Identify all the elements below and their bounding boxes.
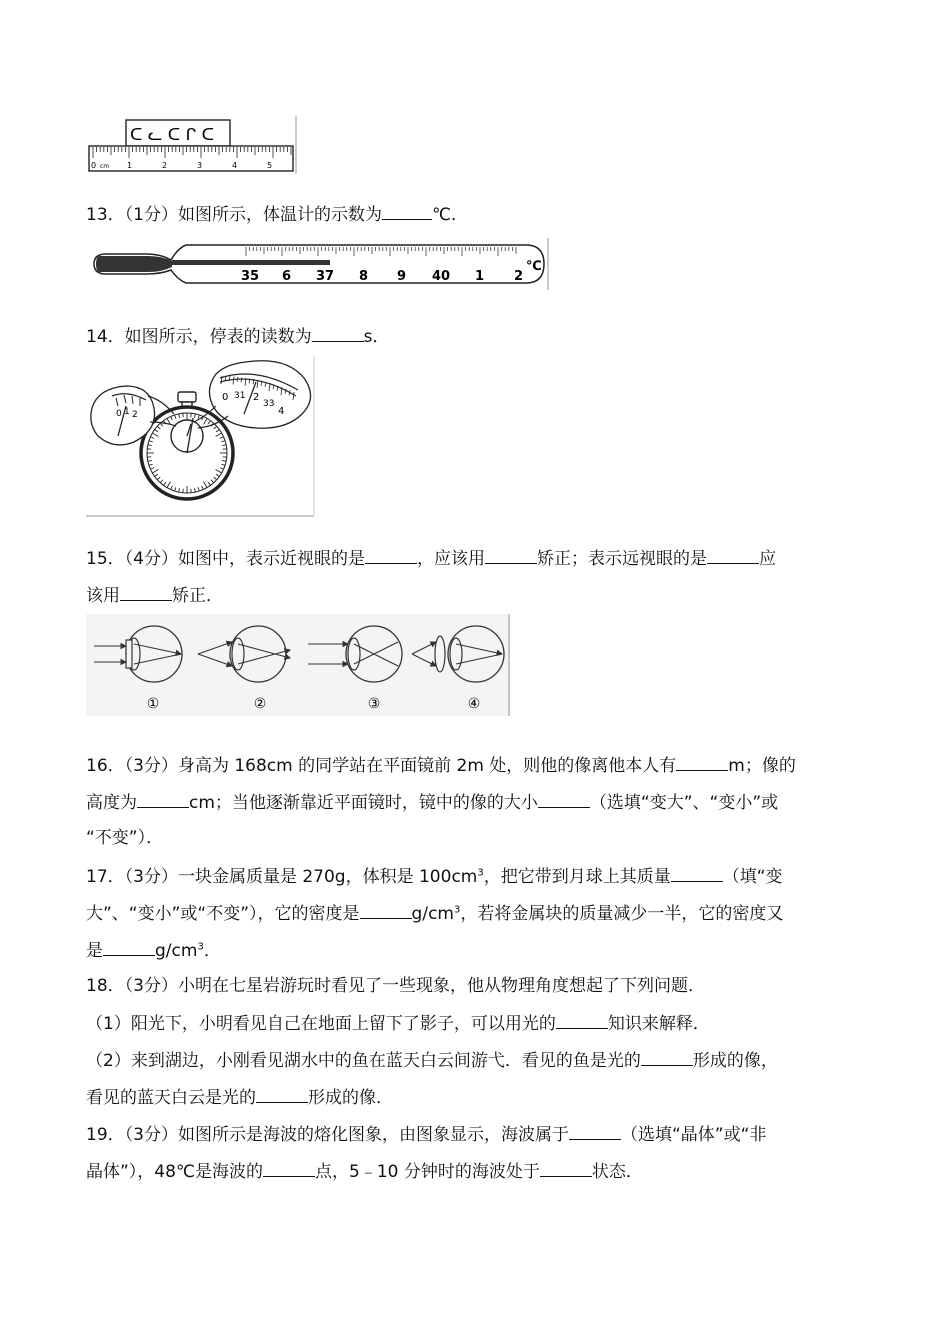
q17-text-2: ，把它带到月球上其质量 xyxy=(483,867,671,887)
q15-text-2: ，应该用 xyxy=(416,549,485,569)
thermo-unit: ℃ xyxy=(526,259,542,274)
q15-blank-hyperopia[interactable] xyxy=(707,546,759,564)
q17-text-3: （填“变 xyxy=(722,867,783,887)
q19-text-1: 19．（3分）如图所示是海波的熔化图象，由图象显示，海波属于 xyxy=(86,1125,569,1145)
q16-text-2: m；像的 xyxy=(728,756,796,776)
eye-lens-2 xyxy=(232,638,244,670)
q16-blank-height[interactable] xyxy=(137,790,189,808)
q17-text-7: ． xyxy=(203,941,221,961)
stopwatch-figure xyxy=(86,356,318,518)
thermometer-figure xyxy=(86,236,552,292)
q19-text-2: （选填“晶体”或“非 xyxy=(620,1125,767,1145)
q15-blank-myopia-lens[interactable] xyxy=(485,546,537,564)
ruler-label-0: 0 xyxy=(91,161,97,170)
ruler-label-5: 5 xyxy=(267,161,273,170)
q17-blank-density-half[interactable] xyxy=(103,938,155,956)
left-label-0: 0 xyxy=(116,409,122,419)
thermo-label-35: 35 xyxy=(241,269,260,284)
question-19-line-2 xyxy=(86,1159,643,1183)
right-label-0: 0 xyxy=(222,392,229,403)
q16-text-5: （选填“变大”、“变小”或 xyxy=(589,793,779,813)
q14-unit: s． xyxy=(363,327,390,347)
q18-text-5: 形成的像， xyxy=(692,1051,778,1071)
q18-text-2: （1）阳光下，小明看见自己在地面上留下了影子，可以用光的 xyxy=(86,1014,556,1034)
eye-label-2: ② xyxy=(253,696,267,712)
q15-blank-myopia[interactable] xyxy=(365,546,417,564)
thermo-label-40: 40 xyxy=(432,269,451,284)
q16-text-6: “不变”）． xyxy=(86,828,164,848)
question-13 xyxy=(86,202,468,226)
q19-text-4: 点，5﹣10 分钟时的海波处于 xyxy=(315,1162,540,1182)
question-15-line-1 xyxy=(86,546,776,570)
thermo-label-42: 2 xyxy=(514,269,524,284)
concave-lens-1 xyxy=(126,640,132,668)
ruler-label-2: 2 xyxy=(162,161,168,170)
q13-unit: ℃． xyxy=(431,205,469,225)
q18-blank-shadow[interactable] xyxy=(556,1011,608,1029)
thermo-label-39: 9 xyxy=(397,269,407,284)
q17-text-1: 17．（3分）一块金属质量是 270g，体积是 100cm xyxy=(86,867,478,887)
right-label-2: 2 xyxy=(253,392,260,403)
q17-sup-2: 3 xyxy=(453,904,461,916)
eye-lens-4 xyxy=(450,638,462,670)
q17-blank-mass[interactable] xyxy=(671,864,723,882)
q17-sup-3: 3 xyxy=(197,941,204,953)
question-16-line-2 xyxy=(86,790,778,814)
q13-answer-blank[interactable] xyxy=(382,202,432,220)
q17-sup-1: 3 xyxy=(477,867,484,879)
thermo-label-38: 8 xyxy=(359,269,369,284)
right-label-31: 31 xyxy=(234,391,246,401)
q17-text-4: 大”、“变小”或“不变”），它的密度是 xyxy=(86,904,360,924)
question-17-line-2 xyxy=(86,901,783,925)
question-18-line-3 xyxy=(86,1048,778,1072)
q18-text-4: （2）来到湖边，小刚看见湖水中的鱼在蓝天白云间游弋．看见的鱼是光的 xyxy=(86,1051,641,1071)
eye-lens-3 xyxy=(348,638,360,670)
q17-unit-1: g/cm xyxy=(411,904,454,924)
q18-text-3: 知识来解释． xyxy=(607,1014,710,1034)
q18-blank-fish[interactable] xyxy=(641,1048,693,1066)
object-scribble: ᑕ ᓚ ᑕ ᒋ ᑕ xyxy=(130,125,215,145)
q15-text-4: 应 xyxy=(758,549,776,569)
ruler-label-3: 3 xyxy=(197,161,203,170)
q17-text-5: ，若将金属块的质量减少一半，它的密度又 xyxy=(460,904,784,924)
eye-label-3: ③ xyxy=(367,696,381,712)
right-label-4: 4 xyxy=(278,406,285,417)
q19-text-5: 状态． xyxy=(591,1162,643,1182)
q18-blank-sky[interactable] xyxy=(256,1085,308,1103)
q18-text-1: 18．（3分）小明在七星岩游玩时看见了一些现象，他从物理角度想起了下列问题． xyxy=(86,976,705,996)
question-19-line-1 xyxy=(86,1122,766,1146)
thermo-label-41: 1 xyxy=(475,269,485,284)
q16-text-4: cm；当他逐渐靠近平面镜时，镜中的像的大小 xyxy=(189,793,538,813)
q14-text: 14．如图所示，停表的读数为 xyxy=(86,327,312,347)
ruler-figure xyxy=(86,114,298,176)
question-16-line-3 xyxy=(86,827,163,849)
eye-diagrams-figure xyxy=(86,614,512,718)
q19-blank-type[interactable] xyxy=(569,1122,621,1140)
q16-blank-size[interactable] xyxy=(538,790,590,808)
convex-lens-4 xyxy=(435,636,445,672)
q15-text-3: 矫正；表示远视眼的是 xyxy=(536,549,707,569)
q14-answer-blank[interactable] xyxy=(312,324,364,342)
thermometer-bulb xyxy=(96,256,172,272)
q17-blank-density[interactable] xyxy=(360,901,412,919)
q18-text-7: 形成的像． xyxy=(308,1088,393,1108)
question-17-line-1 xyxy=(86,864,783,888)
question-14 xyxy=(86,324,390,348)
mercury-column xyxy=(172,260,330,265)
ruler-label-1: 1 xyxy=(127,161,133,170)
thermo-label-36: 6 xyxy=(282,269,292,284)
q13-text: 13．（1分）如图所示，体温计的示数为 xyxy=(86,205,382,225)
q18-text-6: 看见的蓝天白云是光的 xyxy=(86,1088,256,1108)
question-15-line-2 xyxy=(86,583,223,607)
q15-text-6: 矫正． xyxy=(172,586,223,606)
left-label-1: 1 xyxy=(124,407,130,417)
ruler-label-cm: cm xyxy=(100,163,110,170)
eye-label-1: ① xyxy=(146,696,160,712)
question-18-line-4 xyxy=(86,1085,393,1109)
q15-blank-hyperopia-lens[interactable] xyxy=(120,583,172,601)
q15-text-5: 该用 xyxy=(86,586,120,606)
q16-text-3: 高度为 xyxy=(86,793,137,813)
right-label-33: 33 xyxy=(263,399,275,409)
question-17-line-3 xyxy=(86,938,221,962)
q19-blank-point[interactable] xyxy=(263,1159,315,1177)
q15-text-1: 15．（4分）如图中，表示近视眼的是 xyxy=(86,549,365,569)
question-18-line-1 xyxy=(86,975,705,997)
question-18-line-2 xyxy=(86,1011,710,1035)
question-16-line-1 xyxy=(86,753,796,777)
q16-blank-distance[interactable] xyxy=(676,753,728,771)
thermo-label-37: 37 xyxy=(316,269,335,284)
q17-unit-2: g/cm xyxy=(155,941,198,961)
q17-text-6: 是 xyxy=(86,941,103,961)
q19-text-3: 晶体”），48℃是海波的 xyxy=(86,1162,264,1182)
stopwatch-crown xyxy=(178,392,196,402)
eye-label-4: ④ xyxy=(467,696,481,712)
q19-blank-state[interactable] xyxy=(540,1159,592,1177)
left-label-2: 2 xyxy=(132,410,138,420)
ruler-label-4: 4 xyxy=(232,161,238,170)
q16-text-1: 16．（3分）身高为 168cm 的同学站在平面镜前 2m 处，则他的像离他本人有 xyxy=(86,756,677,776)
